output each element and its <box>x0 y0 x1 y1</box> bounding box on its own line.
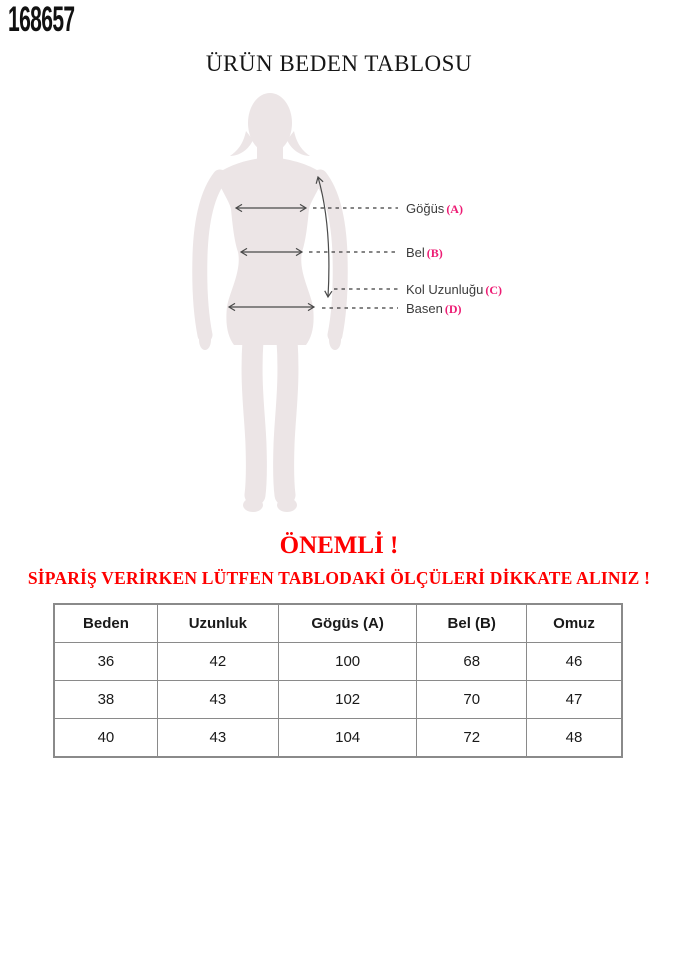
measure-label-text: Bel <box>406 245 425 260</box>
cell-shoulder: 46 <box>527 643 622 681</box>
body-measurement-diagram <box>150 85 400 515</box>
table-row <box>54 719 622 758</box>
measure-label-hip <box>406 301 462 316</box>
table-row <box>54 681 622 719</box>
product-code: 168657 <box>8 0 75 39</box>
measure-label-text: Kol Uzunluğu <box>406 282 484 297</box>
col-header-waist: Bel (B) <box>417 604 527 643</box>
cell-shoulder: 48 <box>527 719 622 758</box>
size-table <box>53 603 623 758</box>
cell-length: 42 <box>157 643 278 681</box>
cell-waist: 72 <box>417 719 527 758</box>
measure-letter: (A) <box>446 202 463 216</box>
col-header-length: Uzunluk <box>157 604 278 643</box>
cell-chest: 104 <box>278 719 417 758</box>
body-silhouette <box>199 93 341 512</box>
page-title: ÜRÜN BEDEN TABLOSU <box>205 51 473 76</box>
measure-label-text: Göğüs <box>406 201 445 216</box>
cell-waist: 68 <box>417 643 527 681</box>
table-row <box>54 643 622 681</box>
measure-label-arm-length <box>406 282 502 297</box>
col-header-size: Beden <box>54 604 157 643</box>
cell-chest: 102 <box>278 681 417 719</box>
cell-chest: 100 <box>278 643 417 681</box>
cell-size: 40 <box>54 719 157 758</box>
measure-letter: (B) <box>426 246 443 260</box>
measure-letter: (D) <box>444 302 462 316</box>
measure-label-waist <box>406 245 443 260</box>
measure-letter: (C) <box>485 283 502 297</box>
col-header-chest: Gögüs (A) <box>278 604 417 643</box>
cell-shoulder: 47 <box>527 681 622 719</box>
cell-size: 38 <box>54 681 157 719</box>
cell-length: 43 <box>157 681 278 719</box>
order-warning-text: SİPARİŞ VERİRKEN LÜTFEN TABLODAKİ ÖLÇÜLERİ DİKKATE ALINIZ ! <box>27 568 651 588</box>
col-header-shoulder: Omuz <box>527 604 622 643</box>
cell-length: 43 <box>157 719 278 758</box>
size-table-header-row <box>54 604 622 643</box>
measure-label-text: Basen <box>406 301 443 316</box>
measure-label-chest <box>406 201 463 216</box>
cell-size: 36 <box>54 643 157 681</box>
cell-waist: 70 <box>417 681 527 719</box>
important-heading: ÖNEMLİ ! <box>279 532 399 559</box>
